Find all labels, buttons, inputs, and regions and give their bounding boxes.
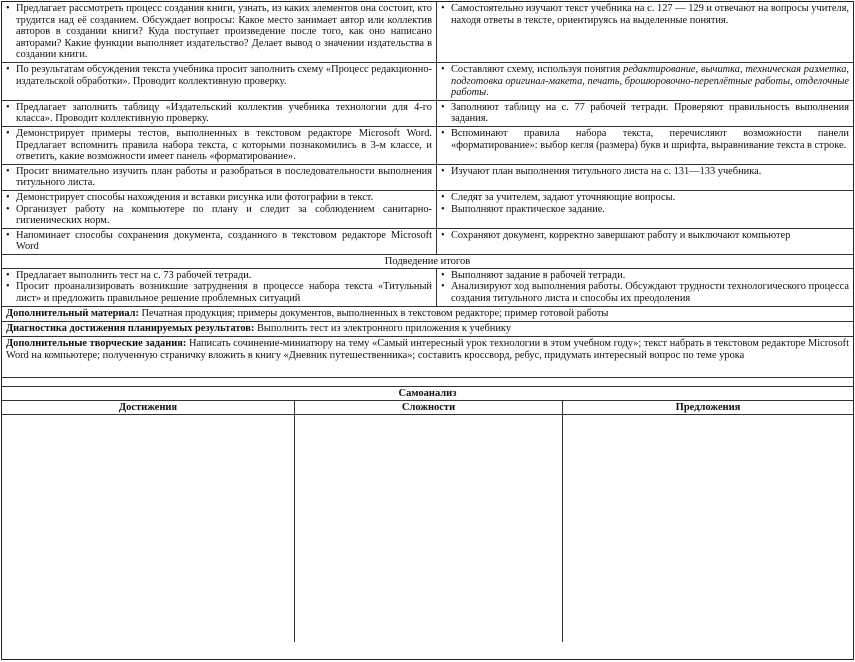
list-item: [6, 102, 432, 125]
student-activity-cell: [437, 63, 853, 100]
achievements-cell[interactable]: [2, 415, 295, 642]
list-item: [6, 270, 432, 282]
teacher-activity-cell: [2, 191, 437, 228]
table-row: [2, 191, 853, 229]
table-row: [2, 229, 853, 255]
student-activity-cell: [437, 229, 853, 254]
bullet-icon: •: [6, 165, 10, 177]
extra-material-row: [2, 307, 853, 322]
list-item-text: Демонстрирует примеры тестов, выполненных в текстовом редакторе Microsoft Word. Предлагает вспомнить правила набора текста, с которыми познакомились в 3-м классе, и ответить, какие возможности имеет панель «форматирование».: [16, 127, 432, 163]
bullet-icon: •: [6, 191, 10, 203]
bullet-icon: •: [6, 229, 10, 241]
list-item-text: [451, 64, 849, 99]
list-item-text: Демонстрирует способы нахождения и вставки рисунка или фотографии в текст.: [16, 191, 374, 203]
italic-terms: редактирование, вычитка, техническая разметка, подготовка оригинал-макета, печать, брошюровочно-переплётные работы, отделочные работы: [451, 63, 850, 99]
list-item: [441, 204, 849, 216]
column-header-difficulties: Сложности: [295, 401, 563, 414]
self-analysis-header: [2, 401, 853, 415]
list-item: [6, 128, 432, 163]
list-item-text: Заполняют таблицу на с. 77 рабочей тетради. Проверяют правильность выполнения задания.: [451, 101, 849, 125]
list-item: [441, 128, 849, 151]
list-item: [6, 281, 432, 304]
difficulties-cell[interactable]: [295, 415, 563, 642]
bullet-icon: •: [6, 3, 10, 14]
bullet-icon: •: [6, 127, 10, 139]
activity-rows: [2, 2, 853, 255]
list-item-text: Предлагает рассмотреть процесс создания книги, узнать, из каких элементов она состоит, кто трудится над её созданием. Обсуждает вопросы: Какое место занимает автор или коллектив авторов в создании книги? Куда поступает произведение после того, как оно написано авторами? Какие функции выполняет издательство? Делает вывод о значении издательства в создании книги.: [16, 3, 432, 61]
student-activity-cell: [437, 127, 853, 164]
list-item: [6, 166, 432, 189]
bullet-icon: •: [441, 165, 445, 177]
list-item-text: Выполняют задание в рабочей тетради.: [451, 269, 626, 281]
column-header-suggestions: Предложения: [675, 401, 741, 413]
bullet-icon: •: [441, 269, 445, 281]
list-item-text: Сохраняют документ, корректно завершают работу и выключают компьютер: [451, 229, 791, 241]
column-header-achievements: Достижения: [2, 401, 295, 414]
list-item-text: Изучают план выполнения титульного листа на с. 131—133 учебника.: [451, 165, 762, 177]
creative-tasks-label: Дополнительные творческие задания:: [6, 337, 187, 349]
list-item-text: По результатам обсуждения текста учебника просит заполнить схему «Процесс редакционно-издательской обработки». Проводит коллективную проверку.: [16, 63, 432, 87]
teacher-activity-cell: [2, 101, 437, 126]
list-item-text: Просит проанализировать возникшие затруднения в процессе набора текста «Титульный лист» и предложить правильное решение проблемных ситуаций: [16, 281, 432, 305]
bullet-icon: •: [441, 191, 445, 203]
text-suffix: .: [486, 87, 489, 99]
list-item: [6, 192, 432, 204]
bullet-icon: •: [441, 229, 445, 241]
list-item-text: Просит внимательно изучить план работы и разобраться в последовательности выполнения титульного листа.: [16, 165, 432, 189]
student-activity-cell: [437, 101, 853, 126]
table-row: [2, 165, 853, 191]
list-item-text: Предлагает заполнить таблицу «Издательский коллектив учебника технологии для 4-го класса». Проводит коллективную проверку.: [16, 101, 432, 125]
table-row: [2, 269, 853, 307]
list-item-text: Самостоятельно изучают текст учебника на с. 127 — 129 и отвечают на вопросы учителя, находя ответы в тексте, ориентируясь на выделенные понятия.: [451, 3, 849, 26]
bullet-icon: •: [441, 101, 445, 113]
list-item: [441, 102, 849, 125]
teacher-activity-cell: [2, 127, 437, 164]
list-item: [441, 166, 849, 178]
teacher-activity-cell: [2, 229, 437, 254]
bullet-icon: •: [441, 127, 445, 139]
list-item-text: Анализируют ход выполнения работы. Обсуждают трудности технологического процесса создания титульного листа и способы их преодоления: [451, 281, 849, 305]
list-item: [441, 64, 849, 99]
diagnostics-label: Диагностика достижения планируемых результатов:: [6, 322, 255, 334]
self-analysis-body: [2, 415, 853, 642]
table-row: [2, 101, 853, 127]
teacher-activity-cell: [2, 165, 437, 190]
summary-rows: [2, 269, 853, 307]
list-item: [441, 3, 849, 26]
table-row: [2, 127, 853, 165]
self-analysis-title: Самоанализ: [2, 387, 853, 401]
bullet-icon: •: [6, 101, 10, 113]
bullet-icon: •: [6, 269, 10, 281]
student-activity-cell: [437, 165, 853, 190]
diagnostics-row: [2, 322, 853, 337]
student-activity-cell: [437, 2, 853, 62]
list-item-text: Вспоминают правила набора текста, перечисляют возможности панели «форматирование»: выбор кегля (размера) букв и шрифта, выравнивание текста в строке.: [451, 127, 849, 151]
extra-material-label: Дополнительный материал:: [6, 307, 139, 319]
list-item: [441, 281, 849, 304]
suggestions-cell[interactable]: [563, 415, 853, 642]
teacher-activity-cell: [2, 2, 437, 62]
list-item: [441, 270, 849, 282]
table-row: [2, 63, 853, 101]
bullet-icon: •: [441, 63, 445, 75]
list-item: [6, 230, 432, 253]
table-row: [2, 2, 853, 63]
list-item-text: Выполняют практическое задание.: [451, 203, 605, 215]
bullet-icon: •: [441, 203, 445, 215]
creative-tasks-text: Написать сочинение-миниатюру на тему «Самый интересный урок технологии в этом учебном году»; текст набрать в текстовом редакторе Microsoft Word на компьютере; полученную страничку вложить в книгу «Дневник путешественника»; составить кроссворд, ребус, придумать интересный вопрос по теме урока: [6, 337, 849, 361]
summary-section-title: Подведение итогов: [2, 255, 853, 269]
bullet-icon: •: [6, 203, 10, 215]
student-activity-cell: [437, 269, 853, 306]
list-item: [6, 204, 432, 227]
extra-material-text: Печатная продукция; примеры документов, выполненных в текстовом редакторе; пример готовой работы: [138, 307, 609, 319]
text-prefix: Составляют схему, используя понятия: [451, 63, 624, 75]
list-item-text: Предлагает выполнить тест на с. 73 рабочей тетради.: [16, 269, 252, 281]
spacer-row: [2, 378, 853, 387]
list-item-text: Следят за учителем, задают уточняющие вопросы.: [451, 191, 676, 203]
bullet-icon: •: [6, 63, 10, 75]
list-item: [6, 3, 432, 61]
teacher-activity-cell: [2, 269, 437, 306]
list-item-text: Напоминает способы сохранения документа, созданного в текстовом редакторе Microsoft Word: [16, 229, 432, 253]
list-item: [441, 230, 849, 242]
bullet-icon: •: [441, 3, 445, 14]
creative-tasks-row: [2, 337, 853, 378]
list-item-text: Организует работу на компьютере по плану и следит за соблюдением санитарно-гигиенических норм.: [16, 203, 432, 227]
bullet-icon: •: [6, 281, 10, 293]
list-item: [441, 192, 849, 204]
student-activity-cell: [437, 191, 853, 228]
diagnostics-text: Выполнить тест из электронного приложения к учебнику: [254, 322, 512, 334]
bullet-icon: •: [441, 281, 445, 293]
lesson-plan-table: [1, 1, 854, 660]
list-item: [6, 64, 432, 87]
teacher-activity-cell: [2, 63, 437, 100]
